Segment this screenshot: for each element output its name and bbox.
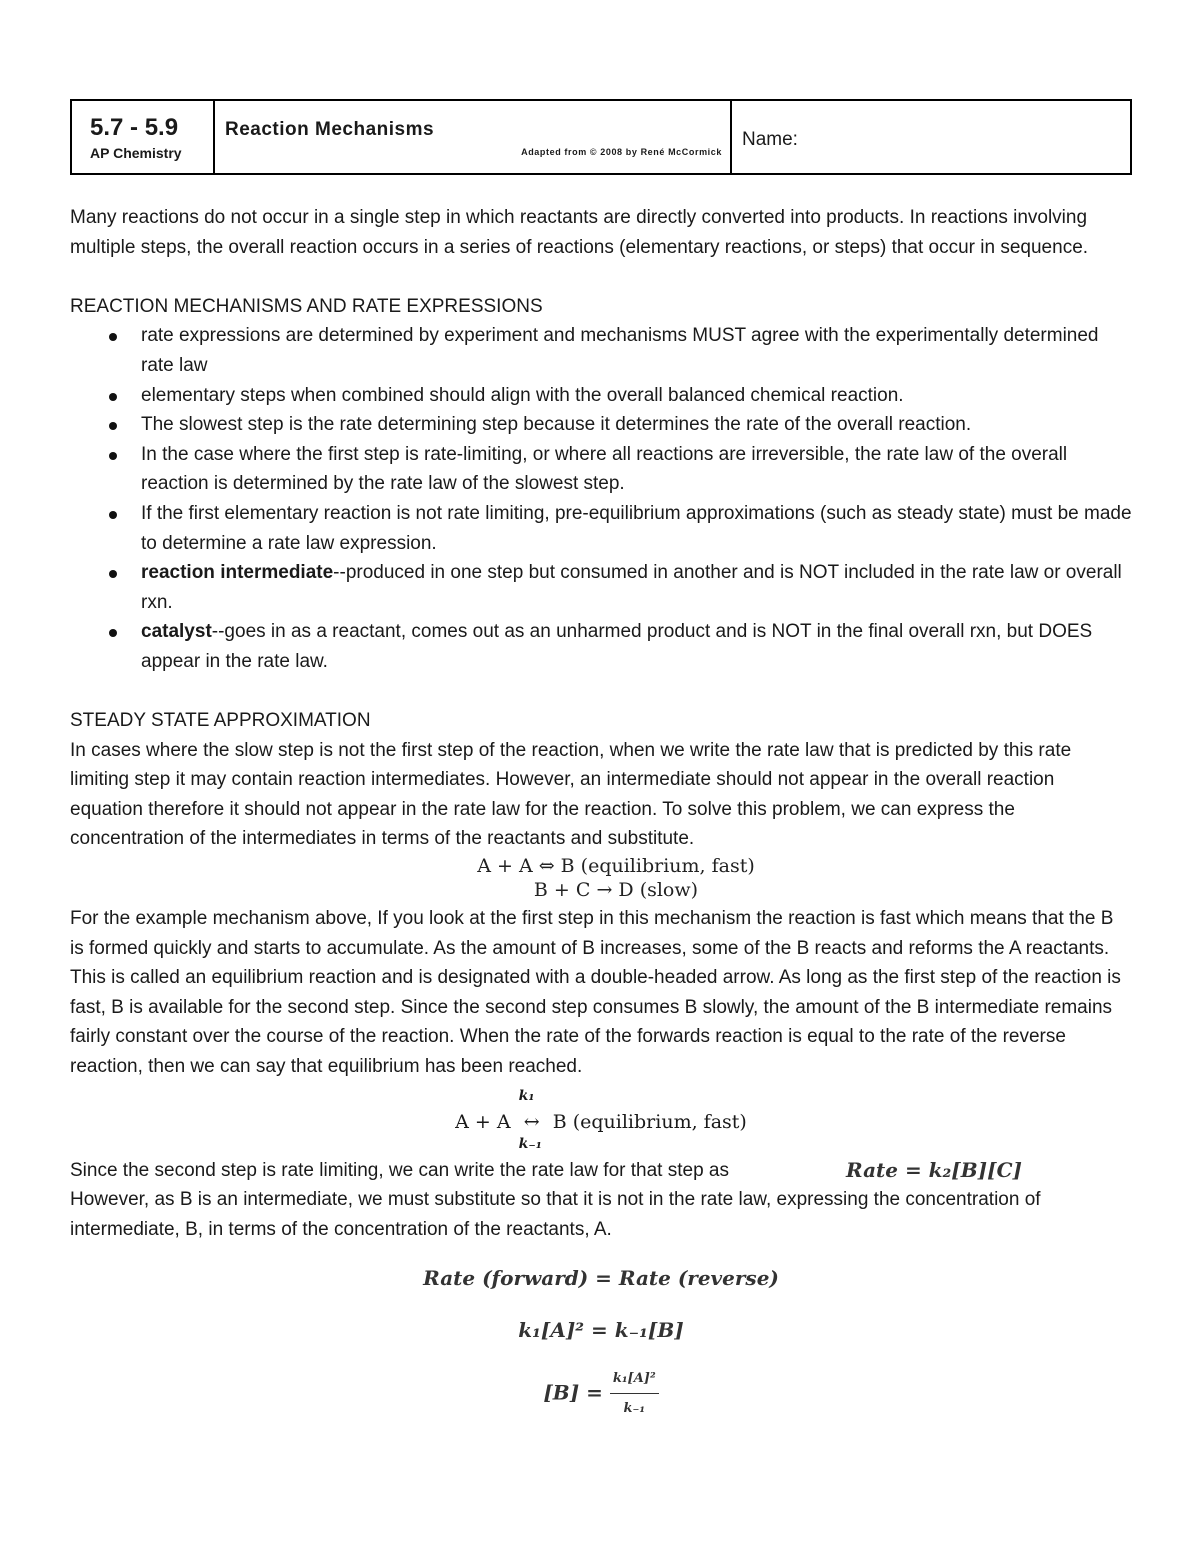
rate-law-line — [70, 1156, 1132, 1186]
equation-step-1: A + A ⇔ B (equilibrium, fast) — [477, 855, 755, 878]
credit-line: Adapted from © 2008 by René McCormick — [521, 147, 722, 157]
mechanisms-list — [70, 321, 1132, 676]
rate-constant-arrow — [517, 1087, 547, 1152]
equilibrium-equation — [70, 1082, 1132, 1156]
term-definition: --produced in one step but consumed in another and is NOT included in the rate law or overall rxn. — [141, 562, 1122, 613]
term-definition: --goes in as a reactant, comes out as an unharmed product and is NOT in the final overall rxn, but DOES appear in the rate law. — [141, 621, 1093, 672]
example-paragraph: For the example mechanism above, If you look at the first step in this mechanism the reaction is fast which means that the B is formed quickly and starts to accumulate. As the amount of B increases, some of the B reacts and reforms the A reactants. This is called an equilibrium reaction and is designated with a double-headed arrow. As long as the first step of the reaction is fast, B is available for the second step. Since the second step consumes B slowly, the amount of the B intermediate remains fairly constant over the course of the reaction. When the rate of the forwards reaction is equal to the rate of the reverse reaction, then we can say that equilibrium has been reached. — [70, 908, 1121, 1078]
fraction-denominator: k₋₁ — [623, 1401, 646, 1417]
rate-expression: Rate = k₂[B][C] — [846, 1157, 1022, 1182]
list-item: rate expressions are determined by experiment and mechanisms MUST agree with the experimentally determined rate law — [70, 321, 1132, 380]
rate-equality: Rate (forward) = Rate (reverse) — [423, 1266, 779, 1291]
list-item — [70, 558, 1132, 617]
name-cell[interactable] — [732, 101, 1130, 173]
double-arrow-icon: ↔ — [523, 1110, 540, 1133]
b-equals: [B] = — [543, 1380, 603, 1405]
fraction-numerator: k₁[A]² — [610, 1364, 659, 1395]
k-minus1-label: k₋₁ — [518, 1135, 542, 1152]
section-heading-mechanisms: REACTION MECHANISMS AND RATE EXPRESSIONS — [70, 295, 543, 317]
title-cell — [215, 101, 732, 173]
k1-label: k₁ — [518, 1087, 535, 1104]
unit-cell — [72, 101, 215, 173]
worksheet-title: Reaction Mechanisms — [225, 119, 435, 140]
list-item — [70, 617, 1132, 676]
intro-paragraph: Many reactions do not occur in a single step in which reactants are directly converted into products. In reactions involving multiple steps, the overall reaction occurs in a series of reactions (elementary reactions, or steps) that occur in sequence. — [70, 207, 1089, 258]
term-label: catalyst — [141, 621, 212, 643]
worksheet-header — [70, 99, 1132, 175]
eq-right: B (equilibrium, fast) — [552, 1110, 747, 1133]
worksheet-body — [70, 203, 1132, 1424]
intermediate-concentration — [70, 1364, 1132, 1424]
name-label: Name: — [742, 129, 798, 150]
unit-number: 5.7 - 5.9 — [90, 114, 179, 141]
section-heading-steady-state: STEADY STATE APPROXIMATION — [70, 710, 371, 732]
steady-state-paragraph: In cases where the slow step is not the first step of the reaction, when we write the rate law that is predicted by this rate limiting step it may contain reaction intermediates. However, an intermediate should not appear in the overall reaction equation therefore it should not appear in the rate law for the reaction. To solve this problem, we can express the concentration of the intermediates in terms of the reactants and substitute. — [70, 739, 1072, 850]
fraction — [610, 1364, 659, 1424]
list-item: The slowest step is the rate determining step because it determines the rate of the overall reaction. — [70, 410, 1132, 440]
list-item: elementary steps when combined should align with the overall balanced chemical reaction. — [70, 381, 1132, 411]
list-item: If the first elementary reaction is not rate limiting, pre-equilibrium approximations (such as steady state) must be made to determine a rate law expression. — [70, 499, 1132, 558]
list-item: In the case where the first step is rate-limiting, or where all reactions are irreversible, the rate law of the overall reaction is determined by the rate law of the slowest step. — [70, 440, 1132, 499]
equilibrium-expression: k₁[A]² = k₋₁[B] — [518, 1318, 684, 1342]
term-label: reaction intermediate — [141, 562, 334, 584]
substitution-paragraph: However, as B is an intermediate, we must substitute so that it is not in the rate law, expressing the concentration of intermediate, B, in terms of the concentration of the reactants, A. — [70, 1189, 1041, 1240]
equation-step-2: B + C → D (slow) — [533, 879, 699, 902]
rate-law-sentence: Since the second step is rate limiting, we can write the rate law for that step as — [70, 1159, 729, 1181]
course-name: AP Chemistry — [90, 145, 182, 161]
eq-left: A + A — [455, 1110, 511, 1133]
